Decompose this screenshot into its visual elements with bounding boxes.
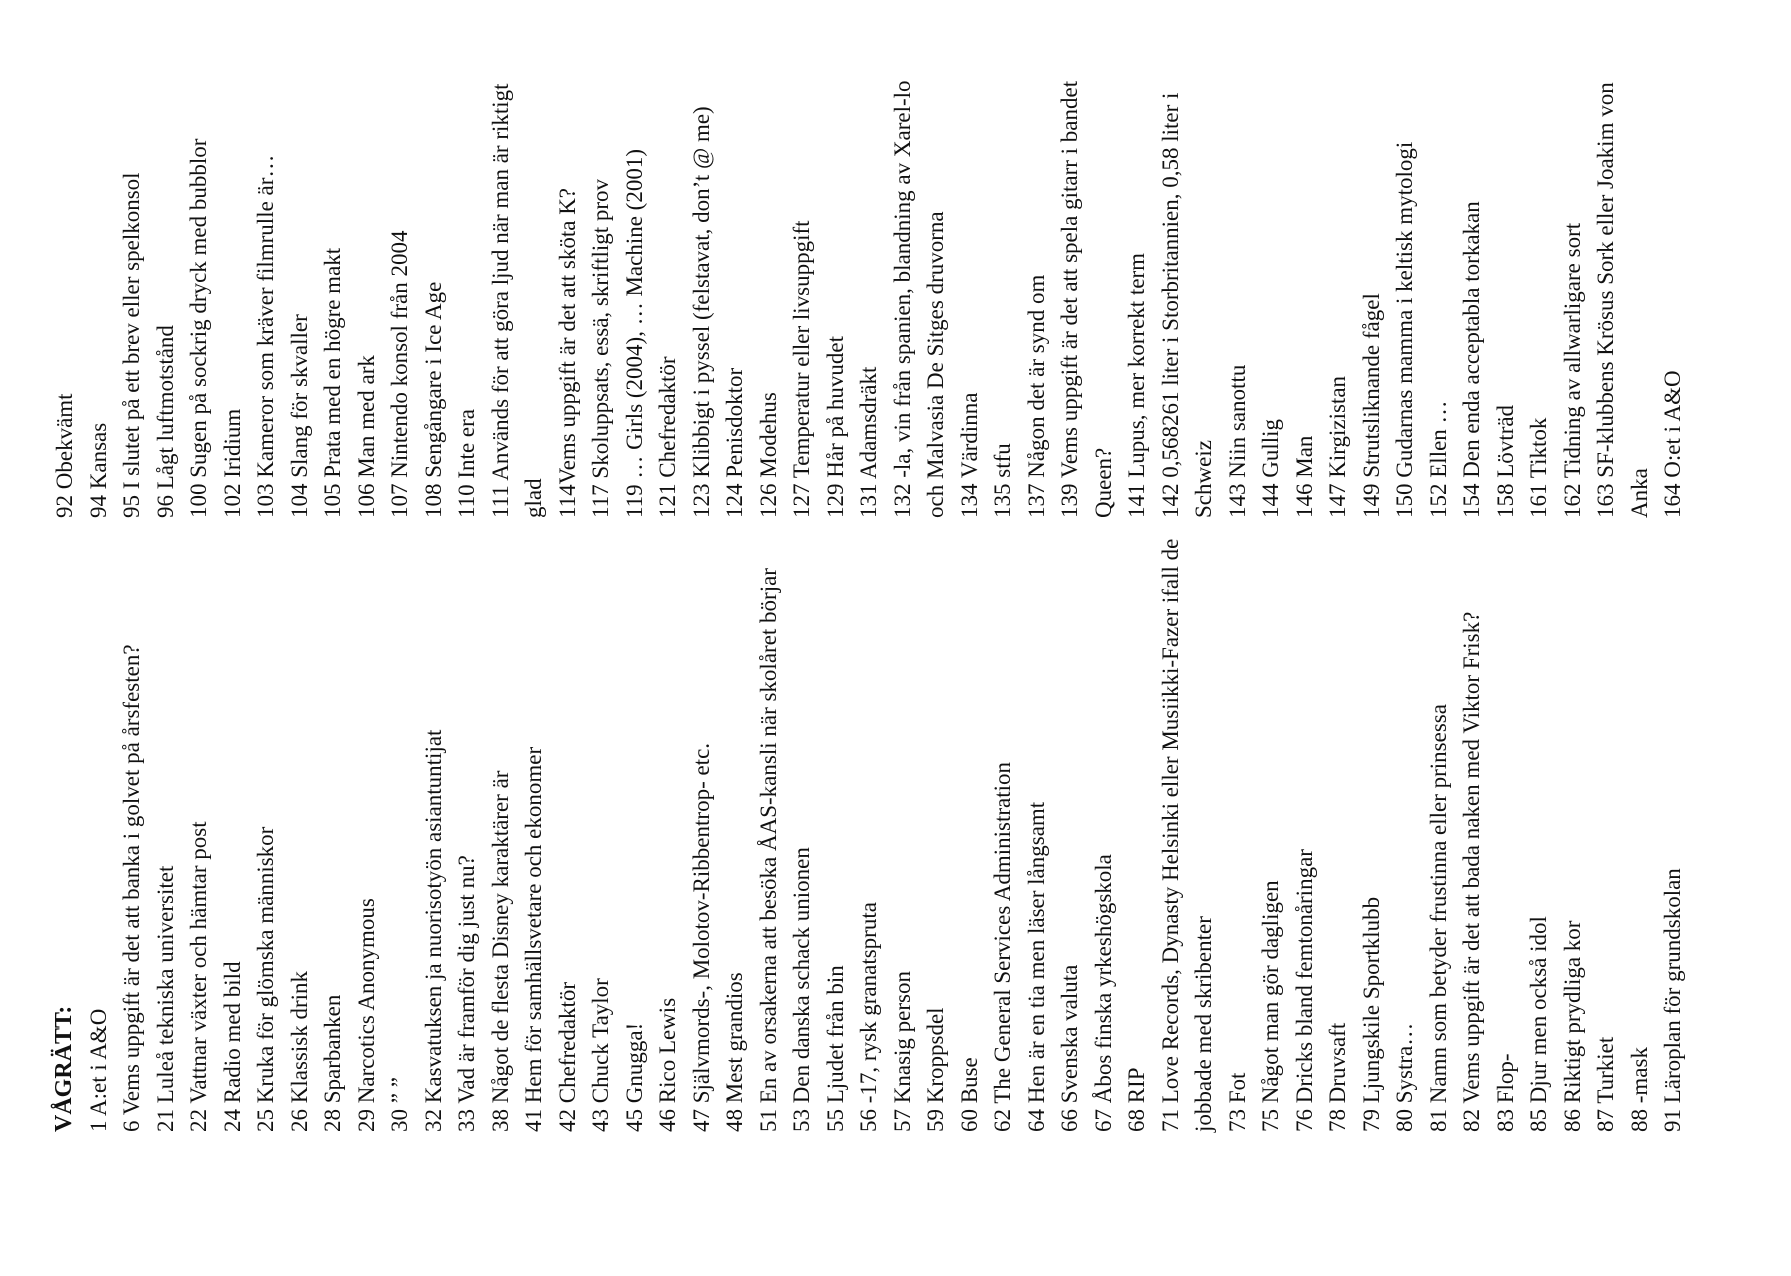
clue-column-left	[48, 502, 1690, 1132]
clue-item: 111 Används för att göra ljud när man är riktigt glad	[487, 83, 546, 518]
section-heading: VÅGRÄTT:	[51, 1005, 77, 1132]
clue-item: 24 Radio med bild	[219, 961, 245, 1132]
clue-item: 114Vems uppgift är det att sköta K?	[554, 187, 580, 518]
clue-item: 38 Något de flesta Disney karaktärer är	[487, 770, 513, 1132]
clue-item: 47 Självmords-, Molotov-Ribbentrop- etc.	[688, 742, 714, 1132]
clue-item: 60 Buse	[956, 1057, 982, 1132]
clue-item: 68 RIP	[1124, 1067, 1149, 1132]
clue-item: 25 Kruka för glömska människor	[253, 826, 278, 1132]
clue-item: 134 Värdinna	[956, 392, 982, 518]
clue-item: 29 Narcotics Anonymous	[353, 898, 379, 1132]
clue-item: 123 Klibbigt i pyssel (felstavat, don’t @ me)	[688, 106, 714, 518]
clue-item: 161 Tiktok	[1526, 417, 1551, 518]
clue-item: 108 Sengångare i Ice Age	[420, 281, 446, 518]
clue-item: 57 Knasig person	[889, 971, 915, 1132]
clue-item: 100 Sugen på sockrig dryck med bubblor	[186, 138, 211, 518]
clue-item: 86 Riktigt prydliga kor	[1559, 920, 1585, 1132]
clue-item: 80 Systra…	[1392, 1022, 1417, 1132]
clue-item: 79 Ljungskile Sportklubb	[1358, 896, 1384, 1132]
clue-item: 102 Iridium	[219, 408, 245, 518]
clue-item: 41 Hem för samhällsvetare och ekonomer	[521, 746, 546, 1132]
clue-item: 124 Penisdoktor	[722, 367, 747, 518]
clue-item: 146 Man	[1291, 435, 1317, 518]
clue-item: 88 -mask	[1626, 1047, 1652, 1132]
clue-item: 141 Lupus, mer korrekt term	[1124, 252, 1149, 518]
clue-item: 150 Gudarnas mamma i keltisk mytologi	[1392, 141, 1417, 518]
clue-list-2	[48, 58, 1690, 518]
clue-item: 144 Gullig	[1258, 418, 1283, 518]
clue-item: 135 stfu	[990, 443, 1015, 518]
clue-item: 83 Flop-	[1492, 1053, 1518, 1132]
clue-item: 129 Hår på huvudet	[822, 335, 848, 518]
clue-item: 162 Tidning av allwarligare sort	[1559, 222, 1585, 518]
clue-item: 22 Vattnar växter och hämtar post	[186, 821, 211, 1132]
clue-item: 85 Djur men också idol	[1526, 916, 1551, 1132]
clue-item: 78 Druvsaft	[1325, 1022, 1350, 1132]
clue-item: 45 Gnugga!	[621, 1022, 647, 1132]
clue-item: 96 Lågt luftmotstånd	[152, 325, 178, 518]
clue-item: 127 Temperatur eller livsuppgift	[789, 220, 814, 518]
clue-item: 30 ” ”	[387, 1077, 412, 1132]
clue-item: 56 -17, rysk granatspruta	[856, 902, 881, 1132]
clue-item: 132 -la, vin från spanien, blandning av Xarel-lo och Malvasia De Sitges druvorna	[889, 80, 948, 518]
clue-item: 71 Love Records, Dynasty Helsinki eller Musiikki-Fazer ifall de jobbade med skribenter	[1157, 538, 1216, 1132]
clue-item: 64 Hen är en tia men läser långsamt	[1023, 801, 1049, 1132]
clue-item: 106 Man med ark	[353, 355, 379, 518]
clue-item: 81 Namn som betyder frustinna eller prinsessa	[1425, 704, 1451, 1132]
clue-item: 95 I slutet på ett brev eller spelkonsol	[119, 172, 144, 518]
clue-item: 48 Mest grandios	[722, 972, 747, 1132]
clue-item: 104 Slang för skvaller	[286, 314, 312, 518]
clue-item: 105 Prata med en högre makt	[320, 247, 345, 518]
clue-item: 59 Kroppsdel	[923, 1007, 948, 1132]
clue-item: 26 Klassisk drink	[286, 971, 312, 1132]
clue-item: 43 Chuck Taylor	[588, 978, 613, 1132]
clue-item: 163 SF-klubbens Krösus Sork eller Joakim von Anka	[1593, 82, 1652, 518]
clue-item: 158 Lövträd	[1492, 404, 1518, 518]
clue-item: 66 Svenska valuta	[1057, 964, 1082, 1132]
clue-item: 76 Dricks bland femtonåringar	[1291, 849, 1317, 1132]
clue-item: 33 Vad är framför dig just nu?	[454, 855, 479, 1132]
clue-item: 110 Inte era	[454, 409, 479, 518]
clue-item: 6 Vems uppgift är det att banka i golvet på årsfesten?	[119, 644, 144, 1132]
clue-item: 32 Kasvatuksen ja nuorisotyön asiantuntijat	[420, 729, 446, 1132]
clue-item: 152 Ellen …	[1425, 400, 1451, 518]
clue-item: 73 Fot	[1224, 1072, 1250, 1132]
clue-item: 46 Rico Lewis	[655, 997, 680, 1132]
clue-item: 87 Turkiet	[1593, 1036, 1618, 1132]
clue-item: 142 0,568261 liter i Storbritannien, 0,58 liter i Schweiz	[1157, 92, 1216, 518]
clue-item: 82 Vems uppgift är det att bada naken med Viktor Frisk?	[1459, 611, 1484, 1132]
clue-item: 28 Sparbanken	[320, 994, 345, 1132]
clue-item: 92 Obekvämt	[52, 393, 77, 518]
clue-item: 51 En av orsakerna att besöka ÅAS-kansli när skolåret börjar	[755, 568, 781, 1132]
clue-item: 55 Ljudet från bin	[822, 965, 848, 1132]
clue-item: 42 Chefredaktör	[554, 981, 580, 1132]
clue-item: 107 Nintendo konsol från 2004	[387, 230, 412, 518]
clue-item: 91 Läroplan för grundskolan	[1660, 868, 1685, 1132]
clue-item: 21 Luleå tekniska universitet	[152, 865, 178, 1132]
clue-item: 154 Den enda acceptabla torkakan	[1459, 201, 1484, 518]
clue-item: 126 Modehus	[755, 392, 781, 518]
clue-item: 137 Någon det är synd om	[1023, 274, 1049, 518]
clue-item: 103 Kameror som kräver filmrulle är…	[253, 154, 278, 518]
clue-item: 119 … Girls (2004), … Machine (2001)	[621, 149, 647, 518]
clue-item: 149 Strutsliknande fågel	[1358, 293, 1384, 518]
clue-item: 164 O:et i A&O	[1660, 370, 1685, 518]
clue-item: 94 Kansas	[85, 422, 111, 518]
clue-item: 143 Niin sanottu	[1224, 364, 1250, 518]
clue-item: 139 Vems uppgift är det att spela gitarr i bandet Queen?	[1057, 80, 1116, 518]
clue-list-1	[82, 502, 1690, 1132]
clue-item: 147 Kirgizistan	[1325, 375, 1350, 518]
clue-item: 67 Åbos finska yrkeshögskola	[1090, 854, 1116, 1132]
clue-item: 53 Den danska schack unionen	[789, 847, 814, 1132]
clue-item: 131 Adamsdräkt	[856, 366, 881, 518]
clue-item: 75 Något man gör dagligen	[1258, 880, 1283, 1132]
clue-item: 62 The General Services Administration	[990, 761, 1015, 1132]
clue-item: 121 Chefredaktör	[655, 356, 680, 518]
clue-item: 117 Skoluppsats, essä, skriftligt prov	[588, 178, 613, 518]
clue-item: 1 A:et i A&O	[85, 1008, 111, 1132]
clue-column-right	[48, 58, 1690, 518]
